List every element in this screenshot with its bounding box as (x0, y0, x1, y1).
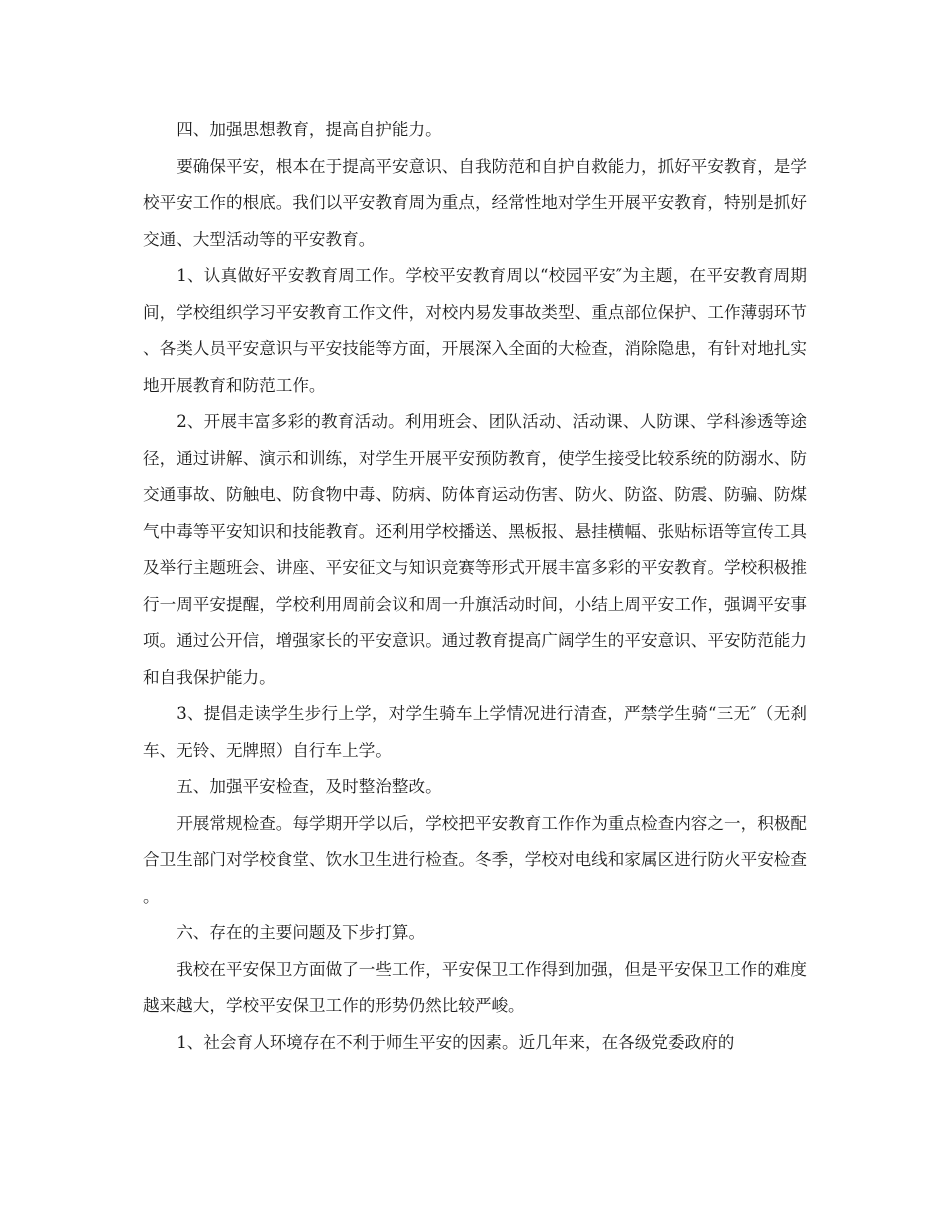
paragraph-problems-overview: 我校在平安保卫方面做了一些工作，平安保卫工作得到加强，但是平安保卫工作的难度越来越大，学校平安保卫工作的形势仍然比较严峻。 (143, 959, 807, 1015)
paragraph-safety-education: 要确保平安，根本在于提高平安意识、自我防范和自护自救能力，抓好平安教育，是学校平安工作的根底。我们以平安教育周为重点，经常性地对学生开展平安教育，特别是抓好交通、大型活动等的平安教育。 (143, 156, 807, 249)
paragraph-item-1-environment: 1、社会育人环境存在不利于师生平安的因素。近几年来，在各级党委政府的 (176, 1032, 735, 1052)
section-heading-6: 六、存在的主要问题及下步打算。 (176, 923, 426, 942)
paragraph-item-2-activities: 2、开展丰富多彩的教育活动。利用班会、团队活动、活动课、人防课、学科渗透等途径，通过讲解、演示和训练，对学生开展平安预防教育，使学生接受比较系统的防溺水、防交通事故、防触电、防食物中毒、防病、防体育运动伤害、防火、防盗、防震、防骗、防煤气中毒等平安知识和技能教育。还利用学校播送、黑板报、悬挂横幅、张贴标语等宣传工具及举行主题班会、讲座、平安征文与知识竞赛等形式开展丰富多彩的平安教育。学校积极推行一周平安提醒，学校利用周前会议和周一升旗活动时间，小结上周平安工作，强调平安事项。通过公开信，增强家长的平安意识。通过教育提高广阔学生的平安意识、平安防范能力和自我保护能力。 (143, 412, 807, 687)
section-heading-4: 四、加强思想教育，提高自护能力。 (176, 120, 442, 139)
paragraph-routine-inspection: 开展常规检查。每学期开学以后，学校把平安教育工作作为重点检查内容之一，积极配合卫生部门对学校食堂、饮水卫生进行检查。冬季，学校对电线和家属区进行防火平安检查。 (143, 813, 807, 906)
section-heading-5: 五、加强平安检查，及时整治整改。 (176, 777, 442, 796)
document-body (143, 112, 807, 1061)
paragraph-item-3-commuting: 3、提倡走读学生步行上学，对学生骑车上学情况进行清查，严禁学生骑“三无″（无刹车、无铃、无牌照）自行车上学。 (143, 704, 807, 760)
paragraph-item-1-education-week: 1、认真做好平安教育周工作。学校平安教育周以“校园平安″为主题，在平安教育周期间，学校组织学习平安教育工作文件，对校内易发事故类型、重点部位保护、工作薄弱环节、各类人员平安意识与平安技能等方面，开展深入全面的大检查，消除隐患，有针对地扎实地开展教育和防范工作。 (143, 266, 807, 395)
